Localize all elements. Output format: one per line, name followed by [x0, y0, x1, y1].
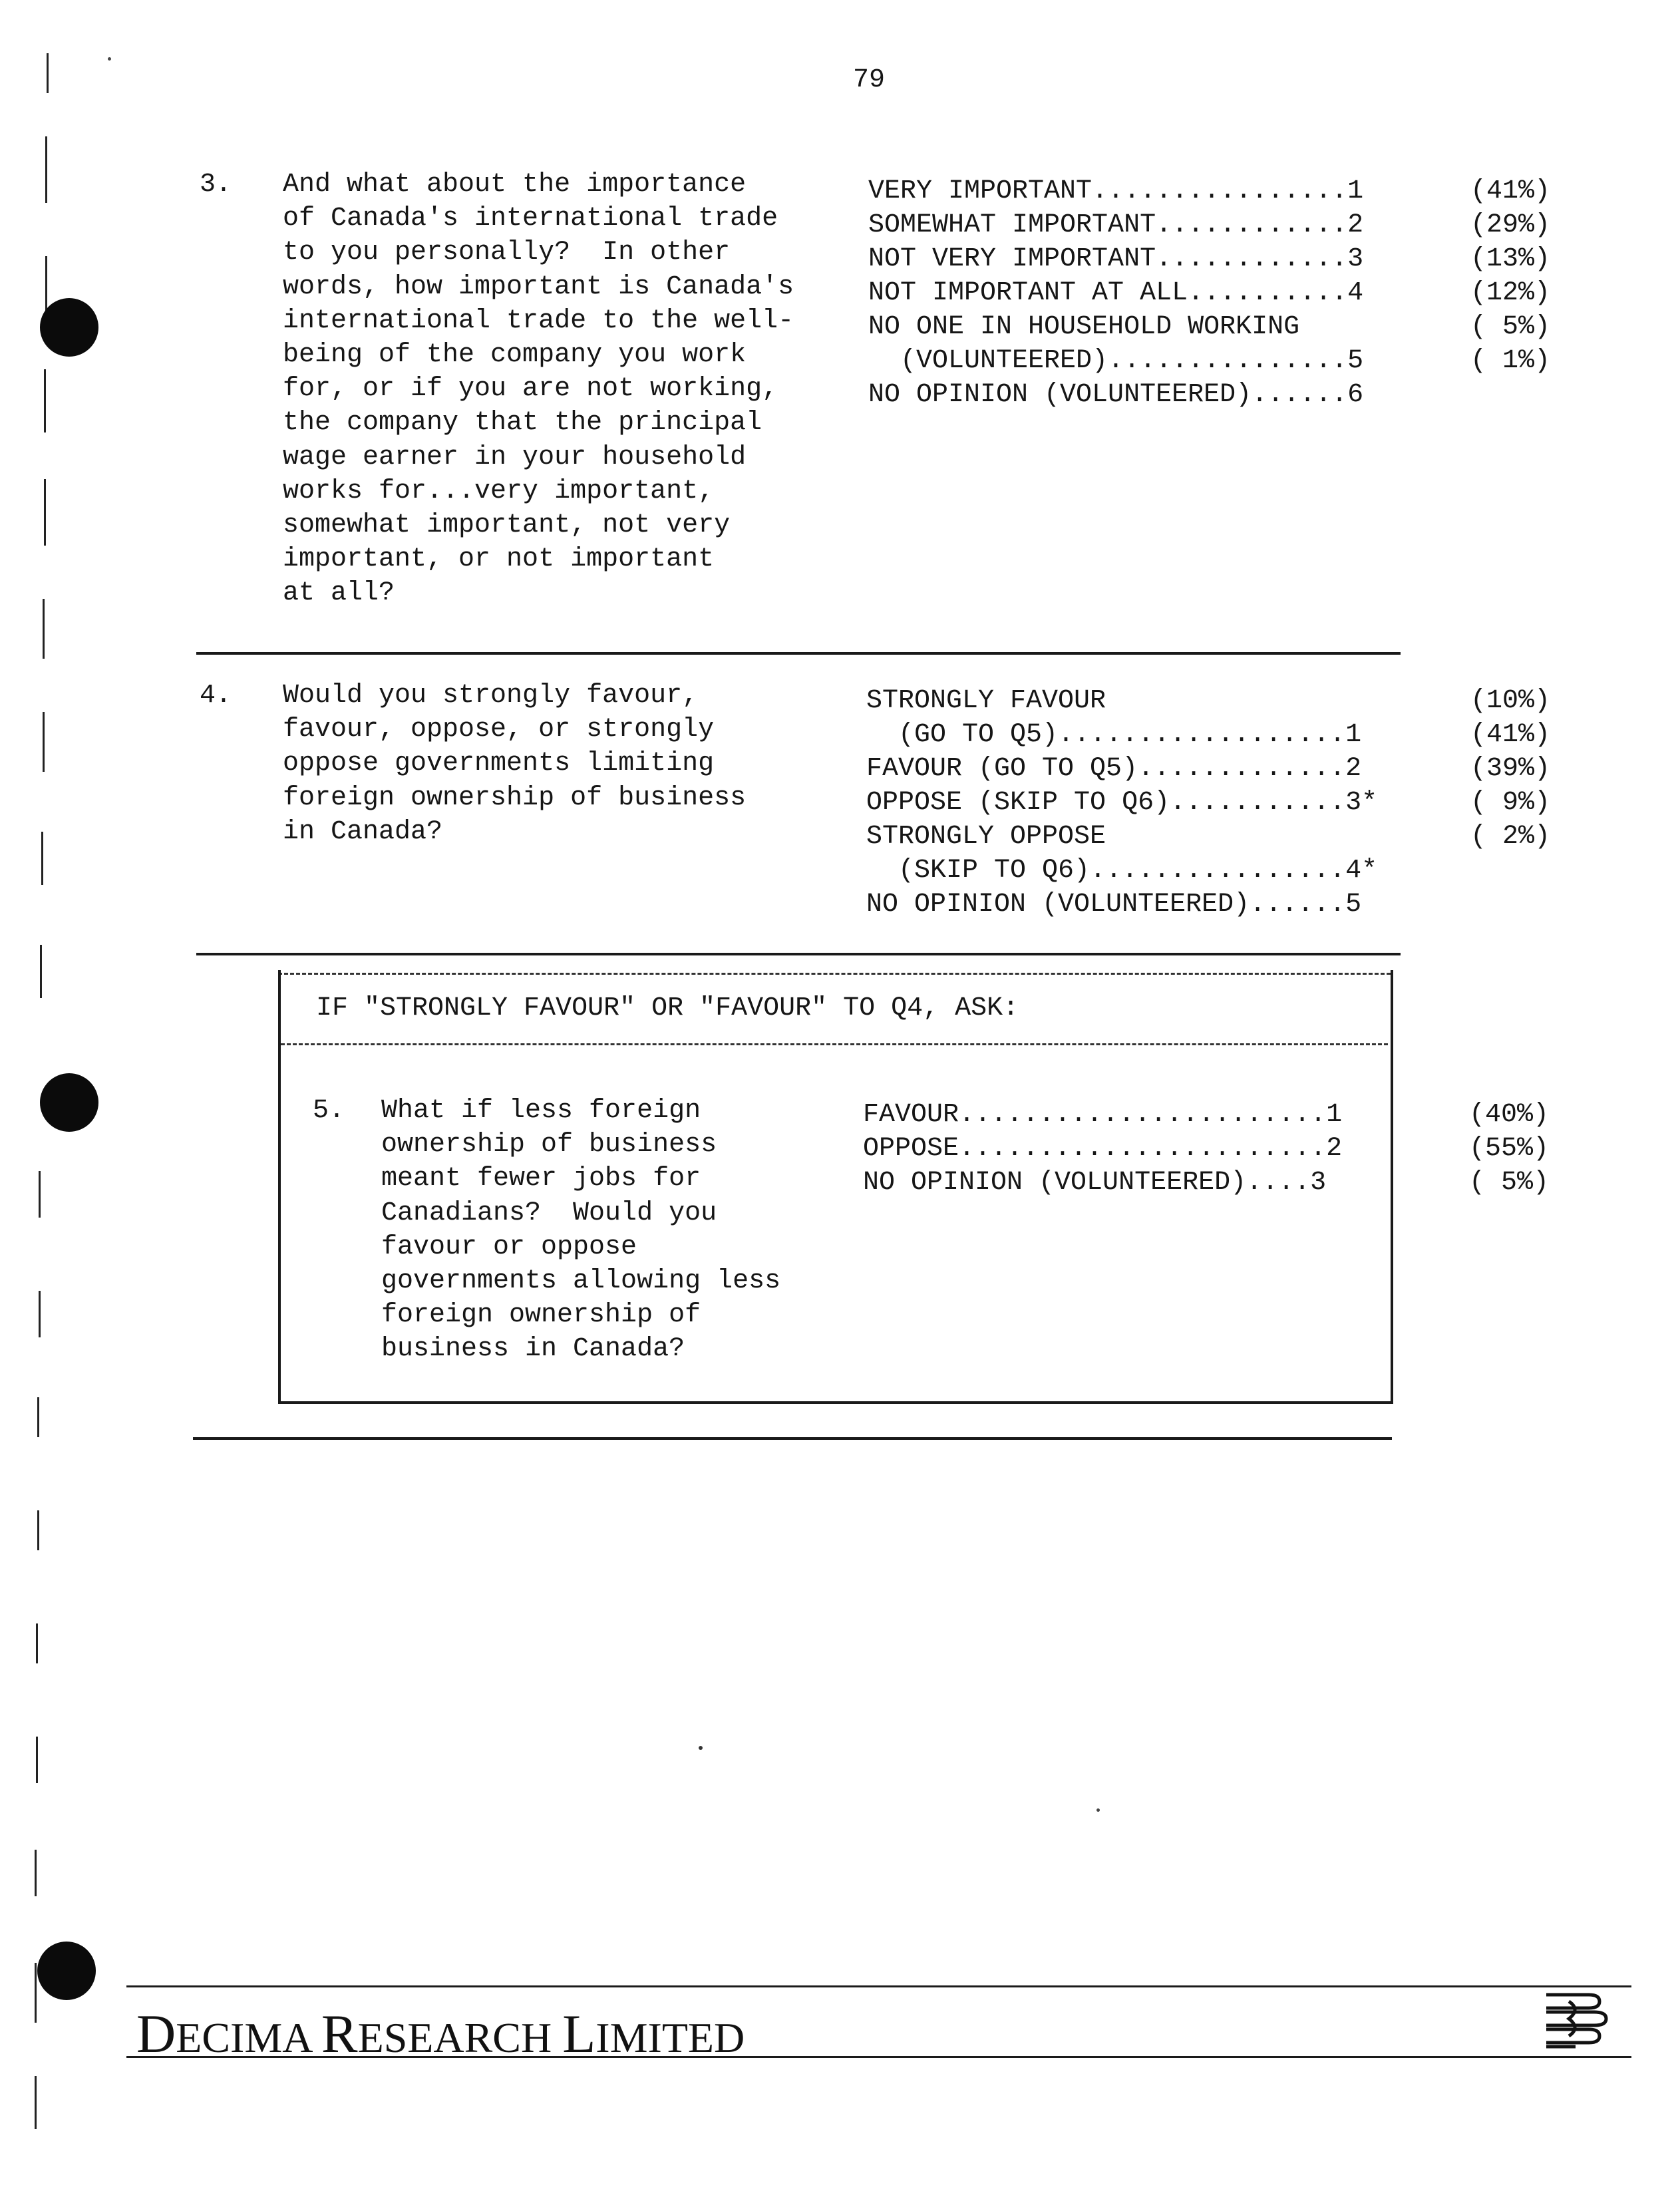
q5-answers [863, 1098, 1342, 1200]
percent-value: ( 5%) [1469, 1168, 1550, 1198]
binder-mark [35, 2076, 37, 2129]
question-line: meant fewer jobs for [381, 1164, 701, 1194]
percent-value: (41%) [1470, 720, 1551, 750]
question-line: Canadians? Would you [381, 1198, 717, 1228]
question-line: Would you strongly favour, [283, 681, 699, 711]
page-number: 79 [853, 65, 886, 95]
question-line: for, or if you are not working, [283, 374, 778, 405]
box-header-divider [281, 1043, 1388, 1045]
question-line: at all? [283, 578, 395, 609]
question-line: somewhat important, not very [283, 510, 731, 541]
question-line: foreign ownership of [381, 1300, 701, 1331]
question-line: being of the company you work [283, 340, 747, 371]
question-line: favour, oppose, or strongly [283, 715, 715, 745]
q4-answers [866, 684, 1377, 922]
scan-speck [699, 1746, 703, 1750]
company-name-part: IMITED [595, 2014, 745, 2061]
question-line: business in Canada? [381, 1334, 685, 1365]
binder-mark [43, 599, 45, 659]
footer-top-rule [126, 1985, 1631, 1987]
question-line: wage earner in your household [283, 442, 747, 472]
answer-option: STRONGLY OPPOSE [866, 822, 1106, 852]
question-line: of Canada's international trade [283, 204, 778, 234]
q4-number: 4. [200, 681, 232, 711]
decima-logo-icon [1542, 1989, 1615, 2056]
answer-option: NOT VERY IMPORTANT............3 [868, 244, 1364, 274]
question-line: words, how important is Canada's [283, 271, 794, 302]
q5-percents [1469, 1098, 1549, 1200]
answer-option: (SKIP TO Q6)................4* [866, 856, 1378, 886]
filter-instruction: IF "STRONGLY FAVOUR" OR "FAVOUR" TO Q4, ASK: [316, 993, 1019, 1023]
question-line: international trade to the well- [283, 305, 794, 336]
q3-percents [1470, 174, 1550, 378]
answer-option: (GO TO Q5)..................1 [866, 720, 1362, 750]
question-line: the company that the principal [283, 408, 762, 438]
footer-bottom-rule [126, 2056, 1631, 2058]
scan-speck [108, 57, 111, 61]
percent-value: (55%) [1469, 1134, 1550, 1164]
binder-mark [39, 1291, 41, 1337]
company-name-initial: R [321, 2003, 358, 2064]
question-line: governments allowing less [381, 1266, 781, 1297]
punch-hole [40, 1073, 98, 1132]
punch-hole [37, 1942, 96, 2000]
question-line: oppose governments limiting [283, 749, 715, 779]
binder-mark [44, 479, 46, 546]
q4-text [283, 679, 746, 849]
percent-value: (13%) [1470, 244, 1551, 274]
question-line: And what about the importance [283, 170, 747, 200]
percent-value: (29%) [1470, 210, 1551, 240]
answer-option: (VOLUNTEERED)...............5 [868, 346, 1364, 376]
q4-percents [1470, 684, 1550, 854]
binder-mark [43, 712, 45, 772]
q3-text [283, 168, 794, 611]
question-line: What if less foreign [381, 1096, 701, 1126]
q5-text [381, 1094, 780, 1367]
binder-mark [37, 1397, 39, 1437]
answer-option: STRONGLY FAVOUR [866, 686, 1106, 716]
scan-speck [1096, 1808, 1100, 1812]
percent-value: ( 9%) [1470, 788, 1551, 818]
percent-value: (10%) [1470, 686, 1551, 716]
binder-mark [35, 1850, 37, 1896]
company-name-initial: L [562, 2003, 596, 2064]
percent-value: (41%) [1470, 176, 1551, 206]
punch-hole [40, 298, 98, 357]
binder-mark [36, 1737, 38, 1783]
percent-value: ( 5%) [1470, 312, 1551, 342]
percent-value: (12%) [1470, 278, 1551, 308]
q5-number: 5. [313, 1096, 345, 1126]
binder-mark [36, 1623, 38, 1663]
question-line: favour or oppose [381, 1232, 637, 1262]
answer-option: NO OPINION (VOLUNTEERED)......6 [868, 380, 1364, 410]
binder-mark [47, 53, 49, 93]
answer-option: NOT IMPORTANT AT ALL..........4 [868, 278, 1364, 308]
question-line: foreign ownership of business [283, 782, 747, 813]
percent-value: ( 1%) [1470, 346, 1551, 376]
binder-mark [45, 136, 47, 203]
question-line: important, or not important [283, 544, 715, 575]
percent-value: (40%) [1469, 1100, 1550, 1130]
answer-option: NO ONE IN HOUSEHOLD WORKING [868, 312, 1300, 342]
question-line: works for...very important, [283, 476, 715, 506]
answer-option: NO OPINION (VOLUNTEERED)......5 [866, 890, 1362, 920]
percent-value: ( 2%) [1470, 822, 1551, 852]
percent-value: (39%) [1470, 754, 1551, 784]
answer-option: SOMEWHAT IMPORTANT............2 [868, 210, 1364, 240]
section-divider [196, 652, 1401, 655]
q3-number: 3. [200, 170, 232, 200]
binder-mark [44, 369, 46, 432]
q3-answers [868, 174, 1363, 412]
section-divider [196, 953, 1401, 955]
binder-mark [41, 832, 43, 885]
question-line: ownership of business [381, 1130, 717, 1160]
question-line: to you personally? In other [283, 238, 731, 268]
answer-option: OPPOSE.......................2 [863, 1134, 1343, 1164]
binder-mark [37, 1510, 39, 1550]
answer-option: OPPOSE (SKIP TO Q6)...........3* [866, 788, 1378, 818]
question-line: in Canada? [283, 816, 443, 847]
section-divider [193, 1437, 1392, 1440]
answer-option: NO OPINION (VOLUNTEERED)....3 [863, 1168, 1327, 1198]
binder-mark [40, 945, 42, 998]
company-name-part: ESEARCH [357, 2014, 563, 2061]
answer-option: VERY IMPORTANT................1 [868, 176, 1364, 206]
answer-option: FAVOUR.......................1 [863, 1100, 1343, 1130]
company-name-initial: D [136, 2003, 176, 2064]
answer-option: FAVOUR (GO TO Q5).............2 [866, 754, 1362, 784]
binder-mark [39, 1171, 41, 1218]
binder-mark [35, 1963, 37, 2023]
company-name-part: ECIMA [176, 2014, 321, 2061]
